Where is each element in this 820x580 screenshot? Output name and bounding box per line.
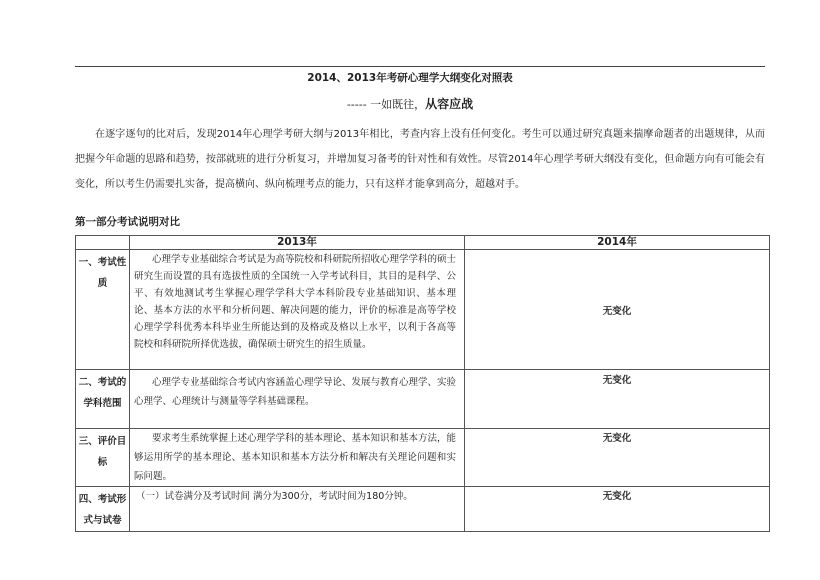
row-2014-content: 无变化 bbox=[465, 487, 770, 532]
table-row bbox=[76, 250, 770, 370]
table-row bbox=[76, 370, 770, 429]
section-title: 第一部分考试说明对比 bbox=[75, 216, 180, 228]
row-2013-content: 心理学专业基础综合考试是为高等院校和科研院所招收心理学学科的硕士研究生而设置的具有选拔性质的全国统一入学考试科目，其目的是科学、公平、有效地测试考生掌握心理学学科大学本科阶段专业基础知识、基本理论、基本方法的水平和分析问题、解决问题的能力，评价的标准是高等学校心理学学科优秀本科毕业生所能达到的及格或及格以上水平，以利于各高等院校和科研院所择优选拔，确保硕士研究生的招生质量。 bbox=[130, 250, 465, 370]
table-header-row bbox=[76, 236, 770, 250]
row-category: 四、考试形式与试卷 bbox=[76, 487, 130, 532]
row-2014-content: 无变化 bbox=[465, 370, 770, 429]
row-category: 三、评价目标 bbox=[76, 429, 130, 487]
subtitle-emphasis: 从容应战 bbox=[425, 97, 474, 111]
header-2014: 2014年 bbox=[465, 236, 770, 250]
intro-paragraph: 在逐字逐句的比对后，发现2014年心理学考研大纲与2013年相比，考查内容上没有任何变化。考生可以通过研究真题来揣摩命题者的出题规律，从而把握今年命题的思路和趋势，按部就班的进行分析复习，并增加复习备考的针对性和有效性。尽管2014年心理学考研大纲没有变化，但命题方向有可能会有变化，所以考生仍需要扎实备，提高横向、纵向梳理考点的能力，只有这样才能拿到高分，超越对手。 bbox=[75, 129, 765, 190]
row-2013-content: 要求考生系统掌握上述心理学学科的基本理论、基本知识和基本方法，能够运用所学的基本理论、基本知识和基本方法分析和解决有关理论问题和实际问题。 bbox=[130, 429, 465, 487]
table-row bbox=[76, 487, 770, 532]
header-category bbox=[76, 236, 130, 250]
table-row bbox=[76, 429, 770, 487]
header-2013: 2013年 bbox=[130, 236, 465, 250]
row-2014-content: 无变化 bbox=[465, 429, 770, 487]
subtitle-prefix: ----- 一如既往， bbox=[346, 98, 426, 111]
document-subtitle bbox=[0, 95, 820, 112]
header-rule bbox=[75, 66, 765, 67]
row-category: 一、考试性质 bbox=[76, 250, 130, 370]
row-2013-content: 心理学专业基础综合考试内容涵盖心理学导论、发展与教育心理学、实验心理学、心理统计与测量等学科基础课程。 bbox=[130, 370, 465, 429]
row-category: 二、考试的学科范围 bbox=[76, 370, 130, 429]
row-2014-content: 无变化 bbox=[465, 250, 770, 370]
row-2013-content: （一）试卷满分及考试时间 满分为300分，考试时间为180分钟。 bbox=[130, 487, 465, 532]
document-title: 2014、2013年考研心理学大纲变化对照表 bbox=[307, 72, 513, 84]
comparison-table bbox=[75, 235, 770, 532]
